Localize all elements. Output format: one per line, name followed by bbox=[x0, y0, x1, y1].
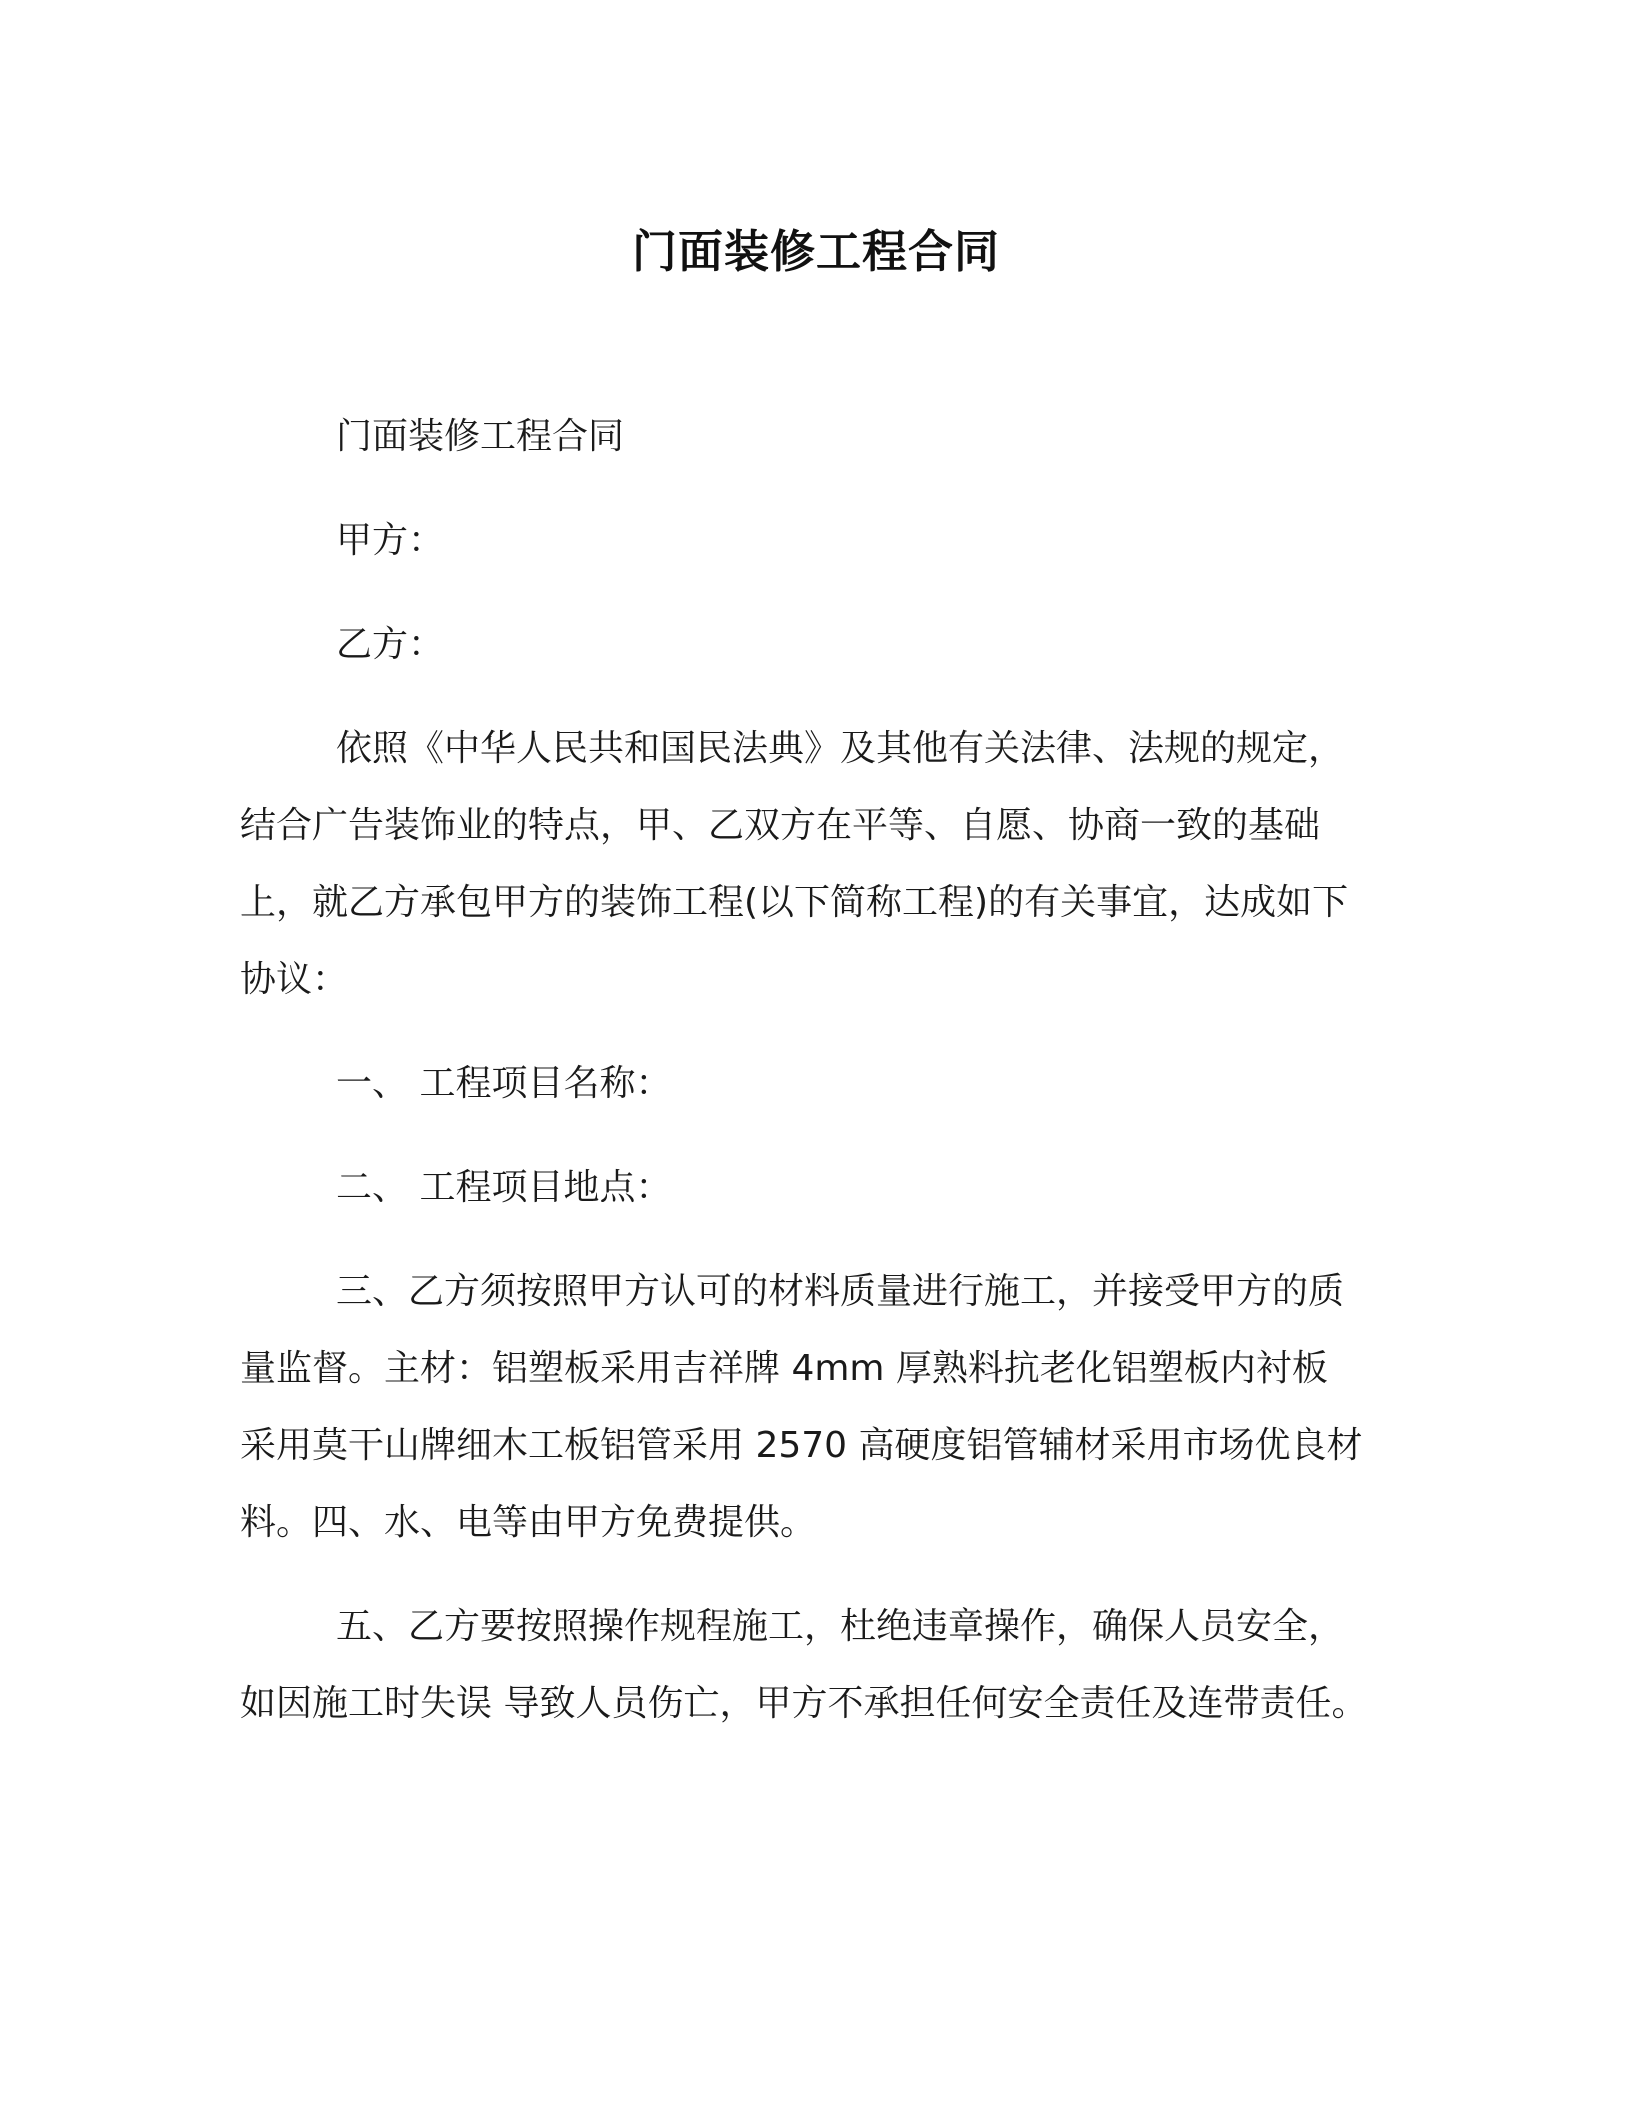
intro-line: 上，就乙方承包甲方的装饰工程(以下简称工程)的有关事宜，达成如下 bbox=[240, 882, 1349, 923]
clause-materials-line: 料。四、水、电等由甲方免费提供。 bbox=[240, 1502, 817, 1543]
intro-line: 结合广告装饰业的特点，甲、乙双方在平等、自愿、协商一致的基础 bbox=[240, 805, 1321, 846]
clause-safety-paragraph bbox=[240, 1588, 1400, 1742]
document-title: 门面装修工程合同 bbox=[631, 225, 1000, 278]
intro-line: 协议： bbox=[240, 959, 349, 1000]
party-b-label: 乙方： bbox=[336, 624, 445, 665]
clause-materials-paragraph bbox=[240, 1253, 1400, 1561]
clause-materials-line: 采用莫干山牌细木工板铝管采用 2570 高硬度铝管辅材采用市场优良材 bbox=[240, 1425, 1363, 1466]
clause-materials-line: 量监督。主材：铝塑板采用吉祥牌 4mm 厚熟料抗老化铝塑板内衬板 bbox=[240, 1348, 1328, 1389]
party-a-label: 甲方： bbox=[336, 520, 445, 561]
clause-project-location: 二、 工程项目地点： bbox=[336, 1167, 672, 1208]
clause-safety-line: 五、乙方要按照操作规程施工，杜绝违章操作，确保人员安全， bbox=[336, 1606, 1345, 1647]
clause-project-name: 一、 工程项目名称： bbox=[336, 1063, 672, 1104]
clause-safety-line: 如因施工时失误 导致人员伤亡，甲方不承担任何安全责任及连带责任。 bbox=[240, 1683, 1368, 1724]
intro-line: 依照《中华人民共和国民法典》及其他有关法律、法规的规定， bbox=[336, 728, 1345, 769]
clause-materials-line: 三、乙方须按照甲方认可的材料质量进行施工，并接受甲方的质 bbox=[336, 1271, 1345, 1312]
document-subtitle: 门面装修工程合同 bbox=[336, 416, 625, 457]
document-body bbox=[240, 398, 1400, 1742]
intro-paragraph bbox=[240, 710, 1400, 1018]
